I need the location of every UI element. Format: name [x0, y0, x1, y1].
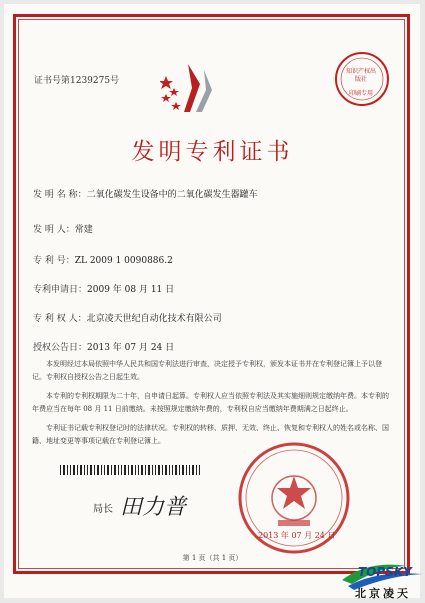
- filing-date-label: 专利申请日：: [33, 285, 88, 295]
- invention-name-value: 二氧化碳发生设备中的二氧化碳发生器罐车: [86, 190, 258, 200]
- inventor-value: 常建: [74, 225, 93, 235]
- director-signature: [118, 490, 198, 520]
- grant-date-row: [33, 340, 174, 353]
- patentee-row: [33, 311, 222, 324]
- body-paragraph-1: 本发明经过本局依照中华人民共和国专利法进行审查，决定授予专利权，颁发本证书并在专利登记簿上予以登记。专利权自授权公告之日起生效。: [32, 360, 382, 381]
- grant-date-value: 2013 年 07 月 24 日: [87, 343, 175, 353]
- barcode-icon: [60, 465, 200, 475]
- topsky-logo-english: TOPSKY: [358, 565, 412, 579]
- director-label: 局长: [93, 504, 113, 515]
- certificate-title: 发明专利证书: [131, 139, 294, 165]
- patent-number-value: ZL 2009 1 0090886.2: [74, 256, 173, 266]
- patentee-label: 专 利 权 人：: [33, 314, 87, 324]
- patentee-value: 北京凌天世纪自动化技术有限公司: [86, 314, 222, 324]
- patent-number-label: 专 利 号：: [33, 256, 75, 266]
- body-paragraph-3: 专利证书记载专利权登记时的法律状况。专利权的转移、质押、无效、终止、恢复和专利权人的姓名或名称、国籍、地址变更等事项记载在专利登记簿上。: [32, 424, 389, 445]
- inventor-row: [33, 222, 93, 235]
- patent-office-emblem-icon: [160, 60, 216, 116]
- grant-date-label: 授权公告日：: [33, 343, 88, 353]
- invention-name-row: [33, 187, 258, 200]
- page-number: 第 1 页（共 1 页）: [182, 554, 243, 562]
- filing-date-value: 2009 年 08 月 11 日: [87, 285, 175, 295]
- filing-date-row: [33, 282, 174, 295]
- printing-seal-line2: 印刷专用: [348, 90, 373, 97]
- invention-name-label: 发 明 名 称：: [33, 190, 87, 200]
- director-signature-text: 田力普: [120, 495, 187, 520]
- certificate-number: 证书号第1239275号: [34, 76, 120, 86]
- topsky-logo-chinese: 北京凌天: [355, 587, 411, 600]
- inventor-label: 发 明 人：: [33, 225, 75, 235]
- patent-number-row: [33, 253, 173, 266]
- printing-seal-line1: 知识产权出版社: [345, 68, 376, 83]
- body-paragraph-2: 本专利的专利权期限为二十年，自申请日起算。专利权人应当依照专利法及其实施细则规定缴纳年费。本专利的年费应当在每年 08 月 11 日前缴纳。未按照规定缴纳年费的，专利权自应当缴纳年费期满之日起终止。: [32, 392, 389, 413]
- seal-date: 2013 年 07 月 24 日: [258, 531, 336, 540]
